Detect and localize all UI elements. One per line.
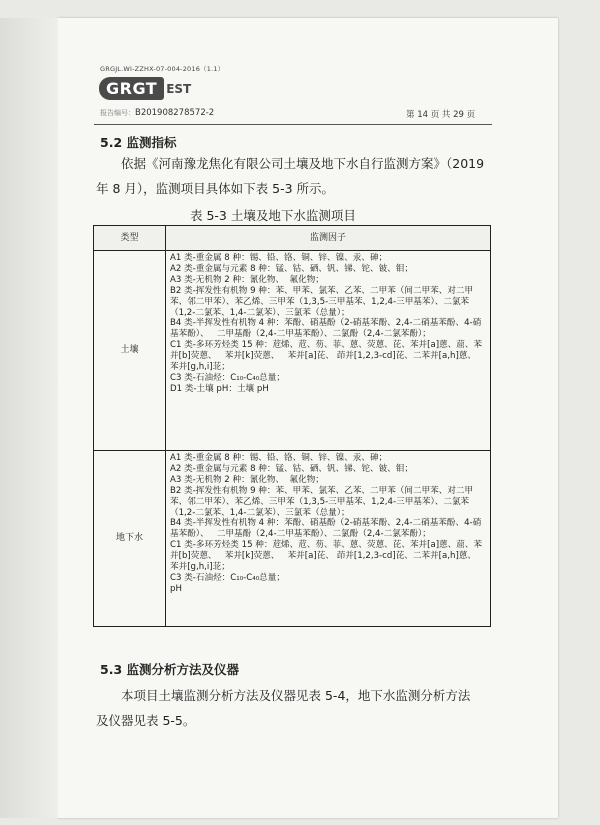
monitoring-items-table [93, 225, 491, 627]
groundwater-factor-line: C3 类-石油烃：C₁₀-C₄₀总量； [170, 572, 285, 583]
logo-sub-text: EST [166, 81, 192, 96]
section-title-5-2: 5.2 监测指标 [100, 135, 177, 150]
table-row-groundwater [94, 451, 491, 627]
header-divider [94, 124, 492, 125]
document-code: GRGJL.WI-ZZHX-07-004-2016（1.1） [100, 65, 225, 73]
groundwater-factor-line: B2 类-挥发性有机物 9 种：苯、甲苯、氯苯、乙苯、二甲苯（间二甲苯、对二甲苯、邻二甲苯）、苯乙烯、三甲苯（1,3,5-三甲基苯、1,2,4-三甲基苯）、二氯苯（1,2-二氯苯、1,4-二氯苯）、三氯苯（总量）； [170, 485, 474, 518]
soil-factor-line: B4 类-半挥发性有机物 4 种：苯酚、硝基酚（2-硝基苯酚、2,4-二硝基苯酚、4-硝基苯酚）、 二甲基酚（2,4-二甲基苯酚）、二氯酚（2,4-二氯苯酚）； [170, 318, 482, 340]
factors-cell-soil [166, 251, 491, 451]
groundwater-factor-line: C1 类-多环芳烃类 15 种：苊烯、苊、芴、菲、蒽、荧蒽、芘、苯并[a]蒽、䓛、苯并[b]荧蒽、 苯并[k]荧蒽、 苯并[a]芘、 茚并[1,2,3-cd]芘、二苯并[a,h]蒽、 苯并[g,h,i]苝； [170, 540, 485, 573]
logo-main-text: GRGT [99, 77, 164, 100]
factors-cell-groundwater [166, 451, 491, 627]
soil-factor-line: A2 类-重金属与元素 8 种：锰、钴、硒、钒、锑、铊、铍、钼； [170, 263, 413, 274]
section-title-5-3: 5.3 监测分析方法及仪器 [100, 662, 239, 677]
paragraph-5-2-line2: 年 8 月），监测项目具体如下表 5-3 所示。 [96, 181, 335, 196]
soil-factor-line: A1 类-重金属 8 种：锡、铅、铬、铜、锌、镍、汞、砷； [170, 253, 388, 263]
report-number-value: B201908278572-2 [135, 108, 215, 118]
type-cell-soil: 土壤 [94, 251, 166, 451]
header-factors: 监测因子 [166, 226, 491, 251]
paragraph-5-3-line1: 本项目土壤监测分析方法及仪器见表 5-4，地下水监测分析方法 [121, 688, 471, 703]
soil-factor-line: A3 类-无机物 2 种：氰化物、 氟化物； [170, 274, 324, 285]
groundwater-factor-line: A2 类-重金属与元素 8 种：锰、钴、硒、钒、锑、铊、铍、钼； [170, 463, 413, 474]
groundwater-factor-line: A1 类-重金属 8 种：锡、铅、铬、铜、锌、镍、汞、砷； [170, 453, 388, 463]
table-header-row [94, 226, 491, 251]
paragraph-5-2-line1: 依据《河南豫龙焦化有限公司土壤及地下水自行监测方案》（2019 [121, 156, 485, 171]
paragraph-5-3 [96, 683, 492, 733]
groundwater-factor-line: pH [170, 583, 182, 594]
report-number [100, 108, 214, 118]
soil-factor-line: B2 类-挥发性有机物 9 种：苯、甲苯、氯苯、乙苯、二甲苯（间二甲苯、对二甲苯、邻二甲苯）、苯乙烯、三甲苯（1,3,5-三甲基苯、1,2,4-三甲基苯）、二氯苯（1,2-二氯苯、1,4-二氯苯）、三氯苯（总量）； [170, 285, 474, 318]
soil-factor-line: D1 类-土壤 pH：土壤 pH [170, 383, 269, 394]
groundwater-factor-line: B4 类-半挥发性有机物 4 种：苯酚、硝基酚（2-硝基苯酚、2,4-二硝基苯酚、4-硝基苯酚）、 二甲基酚（2,4-二甲基苯酚）、二氯酚（2,4-二氯苯酚）； [170, 518, 482, 540]
groundwater-factor-line: A3 类-无机物 2 种：氰化物、 氟化物； [170, 474, 324, 485]
table-row-soil [94, 251, 491, 451]
header-type: 类型 [94, 226, 166, 251]
paragraph-5-2 [96, 151, 492, 201]
paragraph-5-3-line2: 及仪器见表 5-5。 [96, 713, 196, 728]
soil-factor-line: C1 类-多环芳烃类 15 种：苊烯、苊、芴、菲、蒽、荧蒽、芘、苯并[a]蒽、䓛、苯并[b]荧蒽、 苯并[k]荧蒽、 苯并[a]芘、 茚并[1,2,3-cd]芘、二苯并[a,h]蒽、 苯并[g,h,i]苝； [170, 340, 485, 373]
table-caption: 表 5-3 土壤及地下水监测项目 [190, 208, 356, 223]
type-cell-groundwater: 地下水 [94, 451, 166, 627]
report-number-label: 报告编号： [100, 109, 135, 117]
soil-factor-line: C3 类-石油烃：C₁₀-C₄₀总量； [170, 372, 285, 383]
page-indicator: 第 14 页 共 29 页 [406, 110, 476, 120]
grgtest-logo [99, 75, 191, 102]
